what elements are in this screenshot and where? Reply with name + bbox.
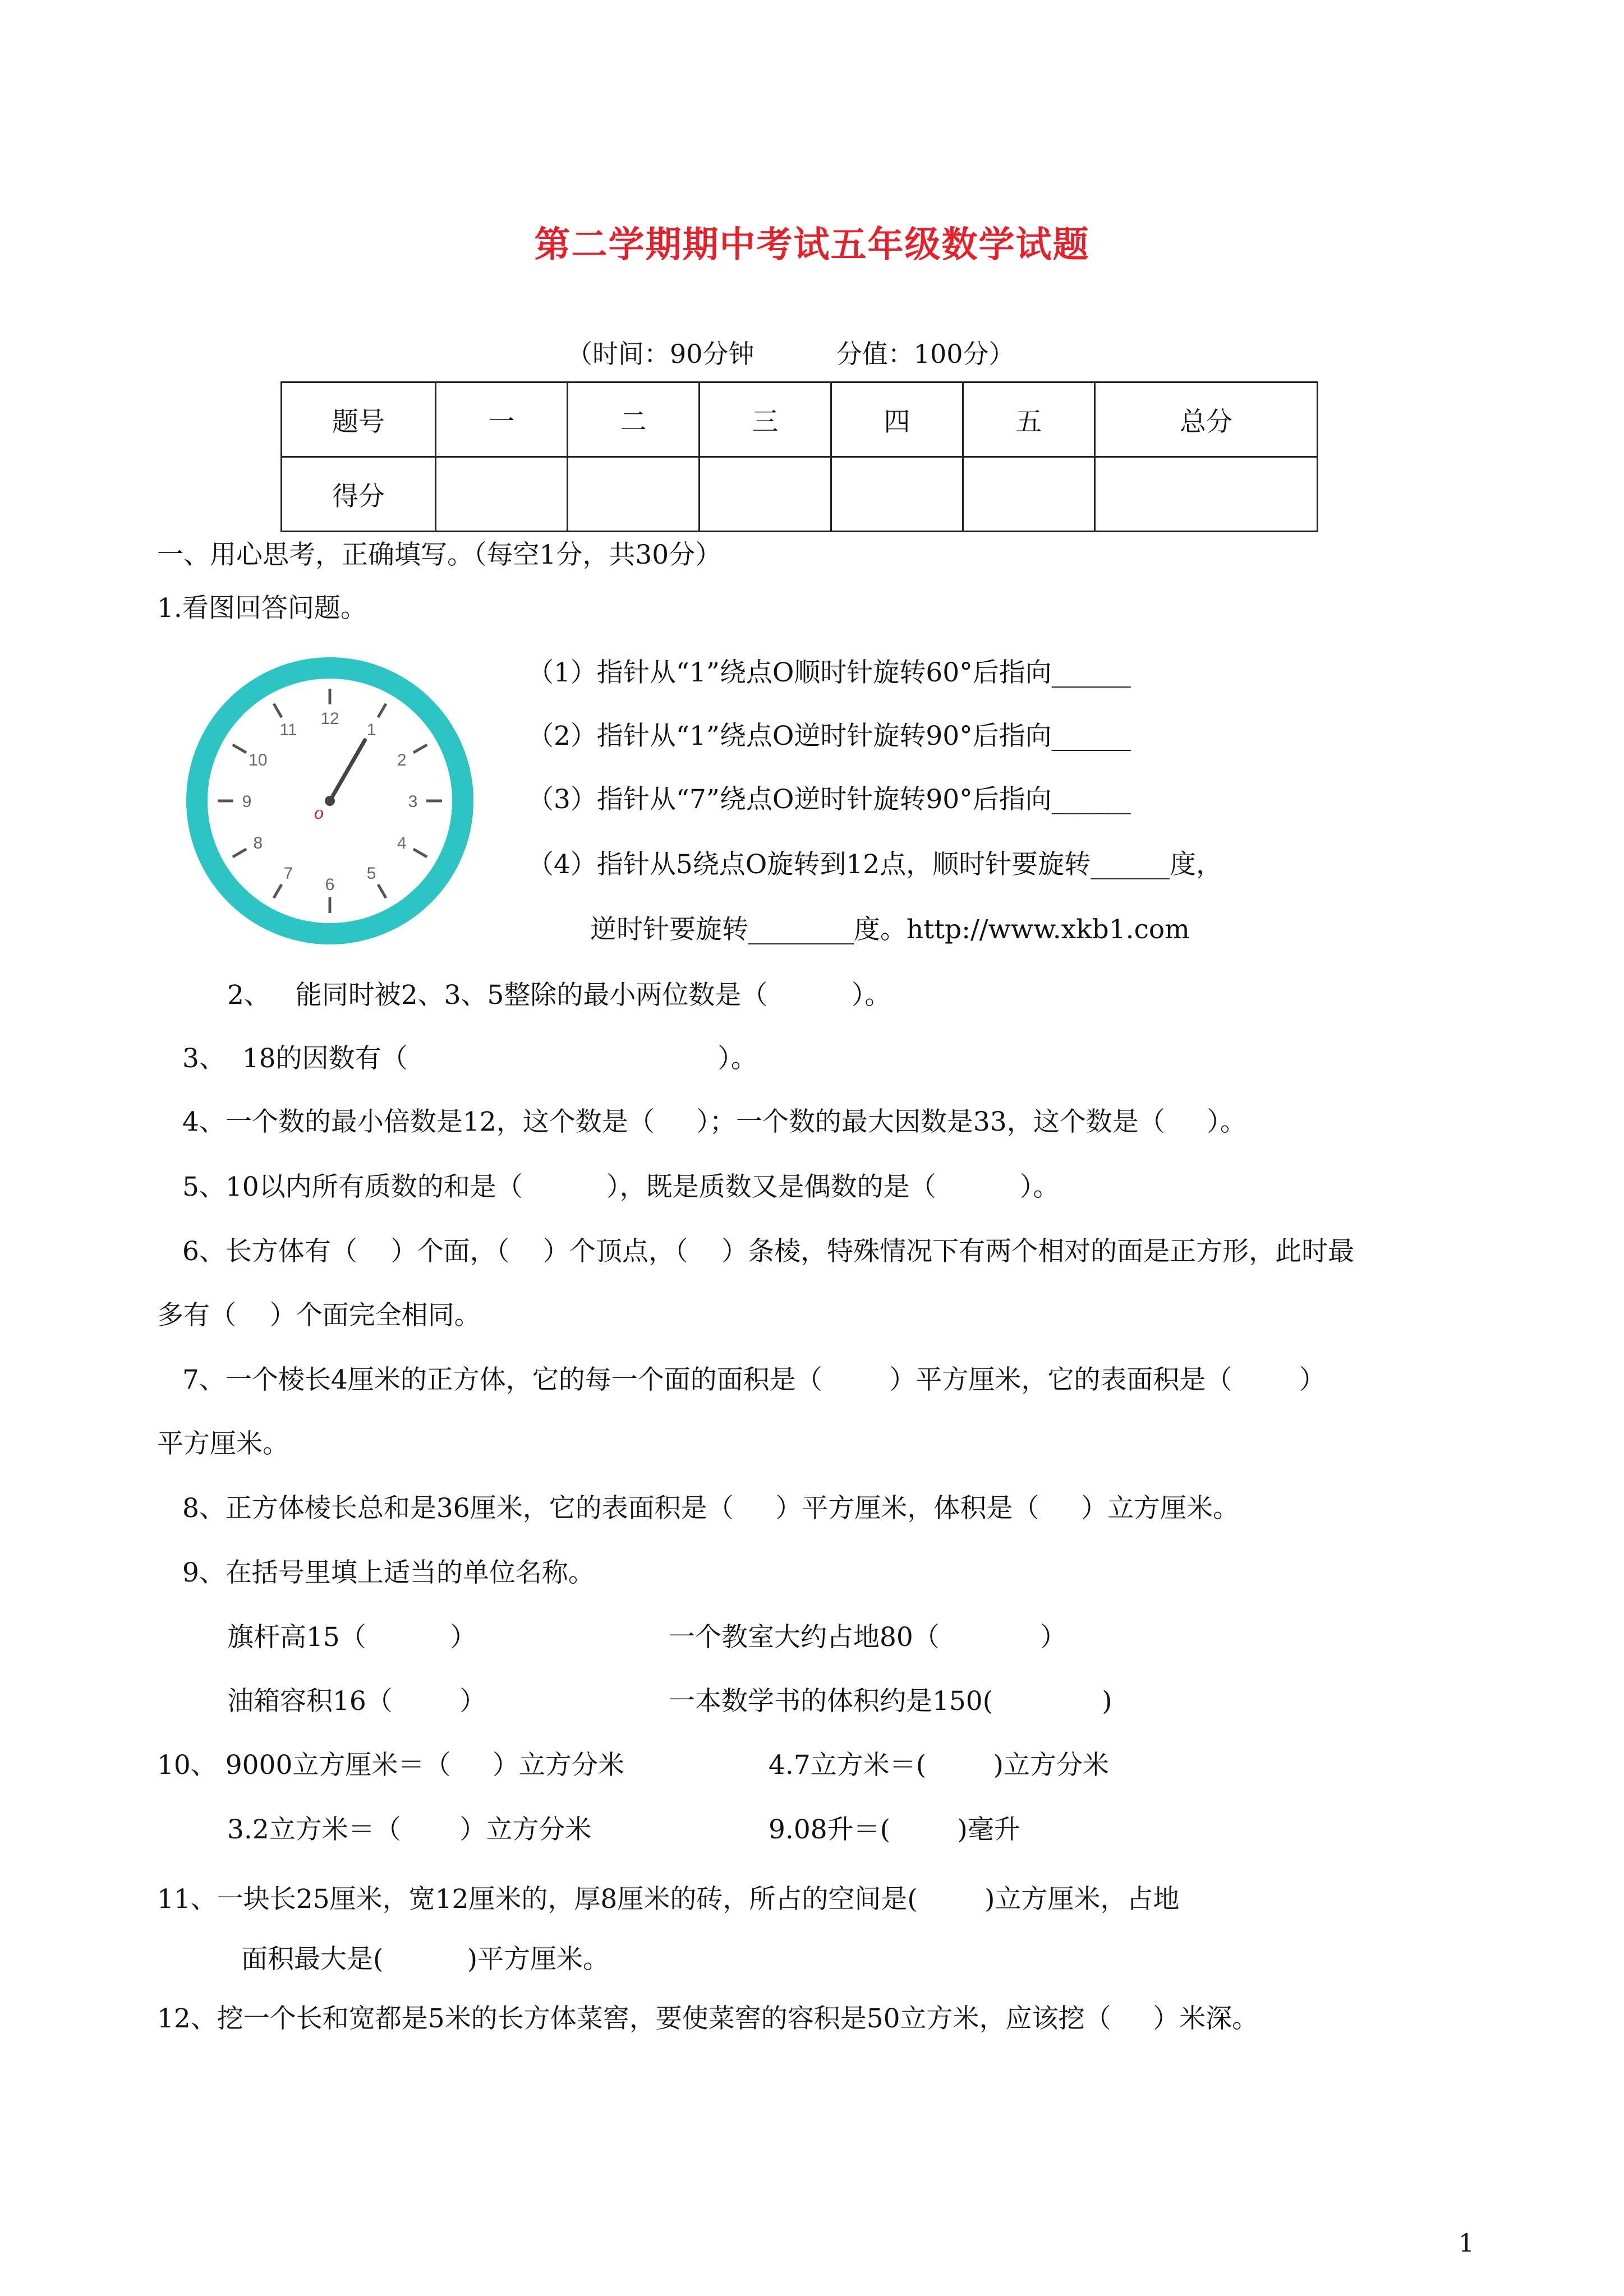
clock-number: 1 [366, 720, 376, 739]
question-5: 5、10以内所有质数的和是（ ），既是质数又是偶数的是（ ）。 [182, 1172, 1060, 1202]
score-input-cell[interactable] [963, 457, 1095, 532]
question-1-part: （1）指针从“1”绕点O顺时针旋转60°后指向______ [527, 657, 1131, 688]
question-4: 4、一个数的最小倍数是12，这个数是（ ）；一个数的最大因数是33，这个数是（ ）。 [182, 1106, 1246, 1137]
clock-tick [233, 849, 246, 857]
clock-number: 10 [249, 751, 268, 769]
question-10-item: 3.2立方米＝（ ）立方分米 [227, 1814, 592, 1845]
clock-number: 11 [279, 720, 297, 739]
question-11: 11、一块长25厘米，宽12厘米的，厚8厘米的砖，所占的空间是( )立方厘米，占地 [157, 1884, 1180, 1915]
question-8: 8、正方体棱长总和是36厘米，它的表面积是（ ）平方厘米，体积是（ ）立方厘米。 [182, 1493, 1240, 1524]
clock-hand [330, 740, 365, 801]
question-9-item: 一个教室大约占地80（ ） [669, 1622, 1067, 1653]
exam-info: （时间：90分钟 分值：100分） [567, 339, 1015, 369]
table-cell: 一 [436, 382, 568, 457]
clock-tick [378, 704, 386, 717]
table-cell: 四 [831, 382, 963, 457]
question-10-item: 10、 9000立方厘米＝（ ）立方分米 [157, 1750, 625, 1781]
table-cell: 五 [963, 382, 1095, 457]
question-1-part: （3）指针从“7”绕点O逆时针旋转90°后指向______ [527, 784, 1131, 815]
question-1-part: （4）指针从5绕点O旋转到12点，顺时针要旋转______度， [527, 849, 1223, 880]
clock-illustration [184, 655, 476, 947]
clock-number: 7 [283, 864, 293, 883]
score-table-score-row [282, 457, 1318, 532]
score-input-cell[interactable] [700, 457, 831, 532]
question-6-cont: 多有（ ）个面完全相同。 [157, 1300, 481, 1331]
table-cell: 题号 [282, 382, 436, 457]
score-input-cell[interactable] [831, 457, 963, 532]
question-1-part: （2）指针从“1”绕点O逆时针旋转90°后指向______ [527, 721, 1131, 751]
clock-number: 2 [397, 751, 407, 769]
question-9-item: 一本数学书的体积约是150( ) [669, 1686, 1112, 1717]
question-12: 12、挖一个长和宽都是5米的长方体菜窖，要使菜窖的容积是50立方米，应该挖（ ）米深。 [157, 2003, 1259, 2034]
question-3: 3、 18的因数有（ ）。 [182, 1043, 757, 1074]
question-2: 2、 能同时被2、3、5整除的最小两位数是（ ）。 [227, 980, 891, 1011]
center-label: o [314, 803, 324, 823]
table-cell: 三 [700, 382, 831, 457]
clock-number: 12 [320, 709, 339, 728]
clock-number: 4 [397, 834, 407, 852]
question-10-item: 9.08升＝( )毫升 [769, 1814, 1020, 1845]
score-table [280, 381, 1318, 532]
clock-tick [274, 884, 282, 898]
question-6: 6、长方体有（ ）个面，（ ）个顶点，（ ）条棱，特殊情况下有两个相对的面是正方形，此时最 [182, 1236, 1355, 1267]
page-number: 1 [1459, 2229, 1474, 2258]
clock-number: 8 [253, 834, 263, 852]
question-7-cont: 平方厘米。 [157, 1428, 289, 1459]
clock-number: 3 [408, 792, 418, 811]
score-input-cell[interactable] [568, 457, 700, 532]
clock-center [325, 796, 335, 806]
clock-number: 5 [366, 864, 376, 883]
table-cell: 得分 [282, 457, 436, 532]
clock-number: 6 [325, 875, 335, 894]
clock-number: 9 [242, 792, 252, 811]
page-title: 第二学期期中考试五年级数学试题 [534, 224, 1090, 266]
question-9-item: 油箱容积16（ ） [227, 1686, 486, 1717]
table-cell: 二 [568, 382, 700, 457]
clock-tick [233, 745, 246, 753]
clock-tick [413, 745, 427, 753]
score-table-header-row [282, 382, 1318, 457]
question-1-title: 1.看图回答问题。 [157, 593, 367, 624]
question-1-part: 逆时针要旋转________度。http://www.xkb1.com [590, 914, 1190, 945]
score-input-cell[interactable] [436, 457, 568, 532]
clock-tick [378, 884, 386, 898]
section-heading: 一、用心思考，正确填写。（每空1分，共30分） [157, 540, 722, 570]
question-10-item: 4.7立方米＝( )立方分米 [769, 1750, 1109, 1781]
question-9-item: 旗杆高15（ ） [227, 1622, 477, 1653]
question-11-cont: 面积最大是( )平方厘米。 [241, 1944, 610, 1975]
clock-tick [274, 704, 282, 717]
score-input-cell[interactable] [1095, 457, 1318, 532]
clock-tick [413, 849, 427, 857]
table-cell: 总分 [1095, 382, 1318, 457]
question-9-title: 9、在括号里填上适当的单位名称。 [182, 1557, 595, 1588]
question-7: 7、一个棱长4厘米的正方体，它的每一个面的面积是（ ）平方厘米，它的表面积是（ ） [182, 1364, 1326, 1395]
